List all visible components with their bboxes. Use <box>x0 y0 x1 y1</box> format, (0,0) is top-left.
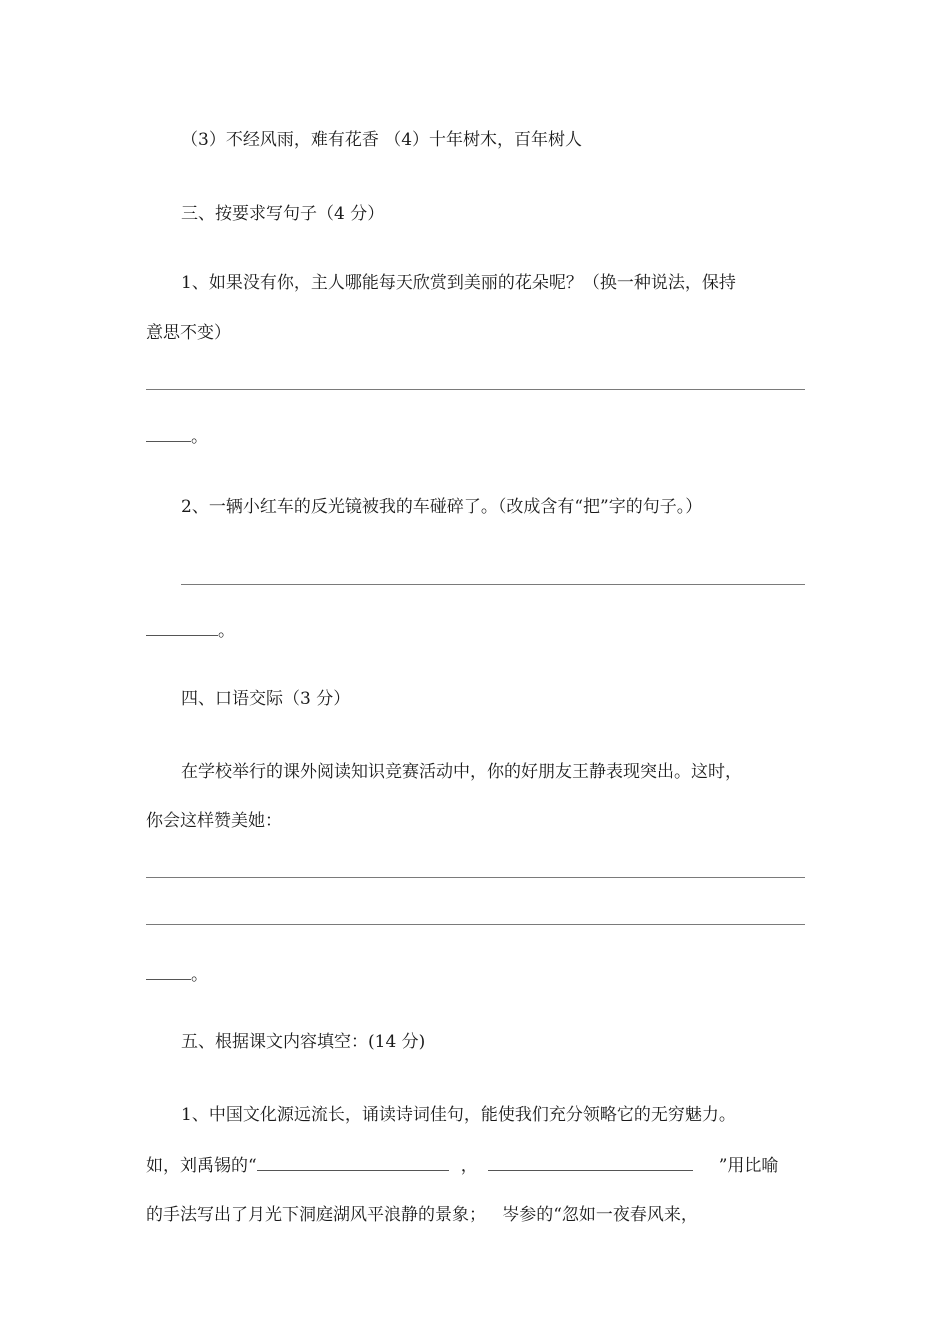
section-5-line-3: 的手法写出了月光下洞庭湖风平浪静的景象； 岑参的“忽如一夜春风来， <box>146 1205 698 1225</box>
section-4-answer-end <box>146 963 208 986</box>
question-1-line-1: 1、如果没有你，主人哪能每天欣赏到美丽的花朵呢？（换一种说法，保持 <box>181 273 736 293</box>
answer-blank-q2-end[interactable] <box>146 619 218 636</box>
q1-period: 。 <box>191 427 208 447</box>
answer-line-s4-2[interactable] <box>146 924 805 925</box>
section-4-title: 四、口语交际（3 分） <box>181 689 351 709</box>
section-5-line-1: 1、中国文化源远流长，诵读诗词佳句，能使我们充分领略它的无穷魅力。 <box>181 1105 736 1125</box>
s5-line2-comma: ， <box>460 1156 478 1176</box>
question-1-answer-end <box>146 425 208 448</box>
section-4-line-1: 在学校举行的课外阅读知识竞赛活动中，你的好朋友王静表现突出。这时， <box>181 762 742 782</box>
question-1-line-2: 意思不变） <box>146 323 231 343</box>
poem-blank-2[interactable] <box>488 1154 693 1171</box>
section-5-title: 五、根据课文内容填空：(14 分) <box>181 1032 426 1052</box>
answer-line-q1[interactable] <box>146 389 805 390</box>
answer-line-s4-1[interactable] <box>146 877 805 878</box>
s4-period: 。 <box>191 965 208 985</box>
question-2-answer-end <box>146 619 235 642</box>
question-2-line-1: 2、一辆小红车的反光镜被我的车碰碎了。（改成含有“把”字的句子。） <box>181 497 703 517</box>
s5-line2-suffix: ”用比喻 <box>718 1156 779 1176</box>
section-5-line-2 <box>146 1154 778 1177</box>
section-4-line-2: 你会这样赞美她： <box>146 811 282 831</box>
answer-line-q2[interactable] <box>181 584 805 585</box>
poem-blank-1[interactable] <box>257 1154 449 1171</box>
answer-blank-q1-end[interactable] <box>146 425 191 442</box>
q2-period: 。 <box>218 621 235 641</box>
s5-line2-prefix: 如，刘禹锡的“ <box>146 1156 257 1176</box>
answer-blank-s4-end[interactable] <box>146 963 191 980</box>
idiom-pair-line: （3）不经风雨，难有花香 （4）十年树木，百年树人 <box>181 130 583 150</box>
section-3-title: 三、按要求写句子（4 分） <box>181 204 385 224</box>
